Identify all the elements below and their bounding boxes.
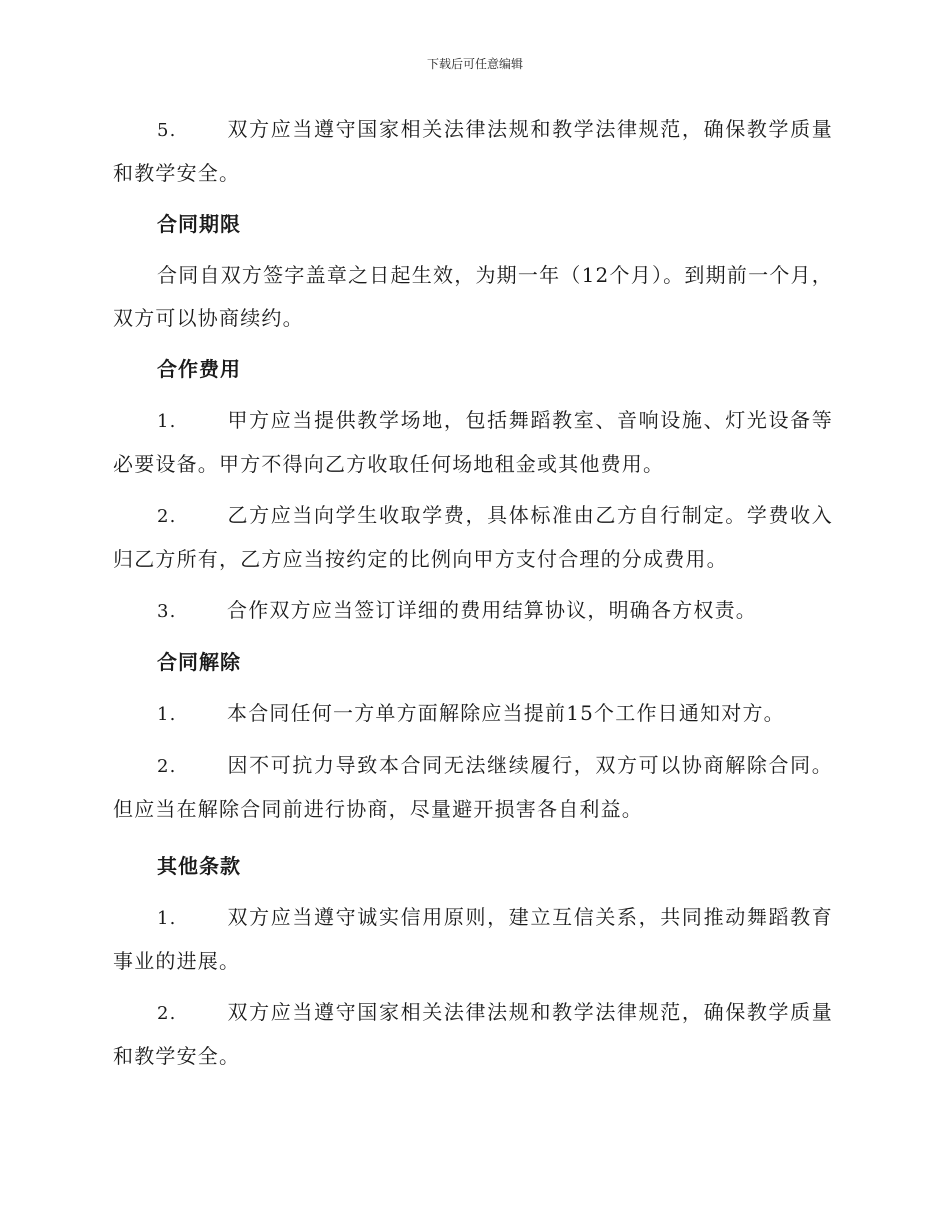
- term-paragraph: 合同自双方签字盖章之日起生效，为期一年（12个月）。到期前一个月，双方可以协商续约。: [113, 263, 833, 330]
- clause-item-5: [113, 108, 833, 195]
- item-number: 1.: [157, 908, 177, 929]
- item-text: 甲方应当提供教学场地，包括舞蹈教室、音响设施、灯光设备等必要设备。甲方不得向乙方收取任何场地租金或其他费用。: [113, 408, 833, 476]
- fees-item-3: [113, 589, 833, 633]
- item-number: 2.: [157, 1003, 177, 1024]
- termination-item-2: [113, 744, 833, 831]
- termination-item-1: [113, 692, 833, 736]
- item-text: 合作双方应当签订详细的费用结算协议，明确各方权责。: [227, 598, 757, 622]
- other-item-2: [113, 991, 833, 1078]
- section-heading-term: 合同期限: [157, 212, 241, 236]
- item-text: 双方应当遵守国家相关法律法规和教学法律规范，确保教学质量和教学安全。: [113, 1000, 833, 1068]
- fees-item-1: [113, 399, 833, 486]
- section-heading-other: 其他条款: [157, 854, 241, 878]
- item-number: 5.: [157, 120, 177, 141]
- document-body: [113, 108, 833, 1086]
- item-number: 3.: [157, 601, 177, 622]
- section-heading-termination: 合同解除: [157, 650, 241, 674]
- fees-item-2: [113, 494, 833, 581]
- item-number: 2.: [157, 506, 177, 527]
- item-number: 2.: [157, 756, 177, 777]
- item-text: 本合同任何一方单方面解除应当提前15个工作日通知对方。: [227, 701, 785, 725]
- item-text: 乙方应当向学生收取学费，具体标准由乙方自行制定。学费收入归乙方所有，乙方应当按约定的比例向甲方支付合理的分成费用。: [113, 503, 833, 571]
- item-number: 1.: [157, 411, 177, 432]
- header-note: 下载后可任意编辑: [426, 57, 523, 71]
- section-heading-fees: 合作费用: [157, 357, 241, 381]
- other-item-1: [113, 896, 833, 983]
- item-text: 双方应当遵守国家相关法律法规和教学法律规范，确保教学质量和教学安全。: [113, 117, 833, 185]
- item-text: 因不可抗力导致本合同无法继续履行，双方可以协商解除合同。但应当在解除合同前进行协商，尽量避开损害各自利益。: [113, 753, 833, 821]
- item-text: 双方应当遵守诚实信用原则，建立互信关系，共同推动舞蹈教育事业的进展。: [113, 905, 833, 973]
- item-number: 1.: [157, 704, 177, 725]
